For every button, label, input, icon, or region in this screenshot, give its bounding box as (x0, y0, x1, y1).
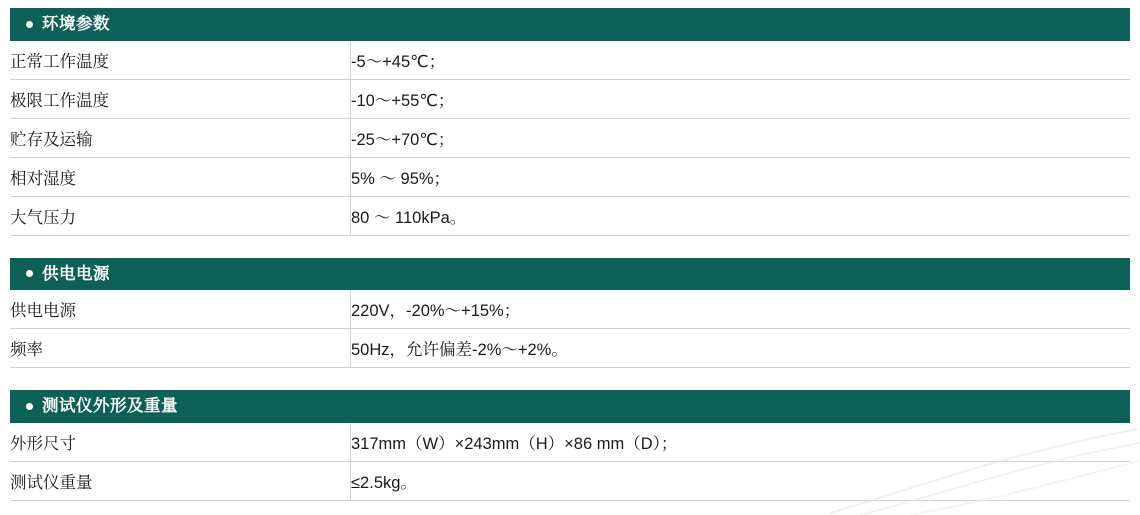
row-label: 外形尺寸 (10, 423, 351, 462)
table-row (10, 423, 1130, 462)
table-row (10, 196, 1130, 235)
row-value: 80 ～ 110kPa。 (351, 196, 1131, 235)
bullet-icon (26, 403, 33, 410)
block-header-power-supply (10, 258, 1130, 291)
row-label: 相对湿度 (10, 157, 351, 196)
row-label: 测试仪重量 (10, 461, 351, 500)
row-value: -5～+45℃； (351, 41, 1131, 80)
spec-table-dimensions-weight (10, 423, 1130, 501)
row-label: 频率 (10, 329, 351, 368)
row-label: 正常工作温度 (10, 41, 351, 80)
table-row (10, 290, 1130, 329)
table-row (10, 461, 1130, 500)
table-row (10, 118, 1130, 157)
block-header-dimensions-weight (10, 390, 1130, 423)
block-title: 测试仪外形及重量 (42, 397, 178, 415)
row-label: 供电电源 (10, 290, 351, 329)
spec-block-power-supply (10, 258, 1130, 369)
row-value: -10～+55℃； (351, 79, 1131, 118)
table-row (10, 157, 1130, 196)
row-label: 大气压力 (10, 196, 351, 235)
row-value: -25～+70℃； (351, 118, 1131, 157)
spec-table-power-supply (10, 290, 1130, 368)
bullet-icon (26, 21, 33, 28)
block-header-environment (10, 8, 1130, 41)
row-value: 317mm（W）×243mm（H）×86 mm（D）； (351, 423, 1131, 462)
bullet-icon (26, 270, 33, 277)
spec-block-dimensions-weight (10, 390, 1130, 501)
spec-table-environment (10, 41, 1130, 236)
row-value: 50Hz，允许偏差-2%～+2%。 (351, 329, 1131, 368)
row-value: ≤2.5kg。 (351, 461, 1131, 500)
table-row (10, 41, 1130, 80)
row-label: 贮存及运输 (10, 118, 351, 157)
block-title: 供电电源 (42, 264, 110, 283)
table-row (10, 329, 1130, 368)
table-row (10, 79, 1130, 118)
row-value: 220V，-20%～+15%； (351, 290, 1131, 329)
block-title: 环境参数 (42, 15, 110, 33)
row-value: 5% ～ 95%； (351, 157, 1131, 196)
spec-block-environment (10, 8, 1130, 236)
row-label: 极限工作温度 (10, 79, 351, 118)
